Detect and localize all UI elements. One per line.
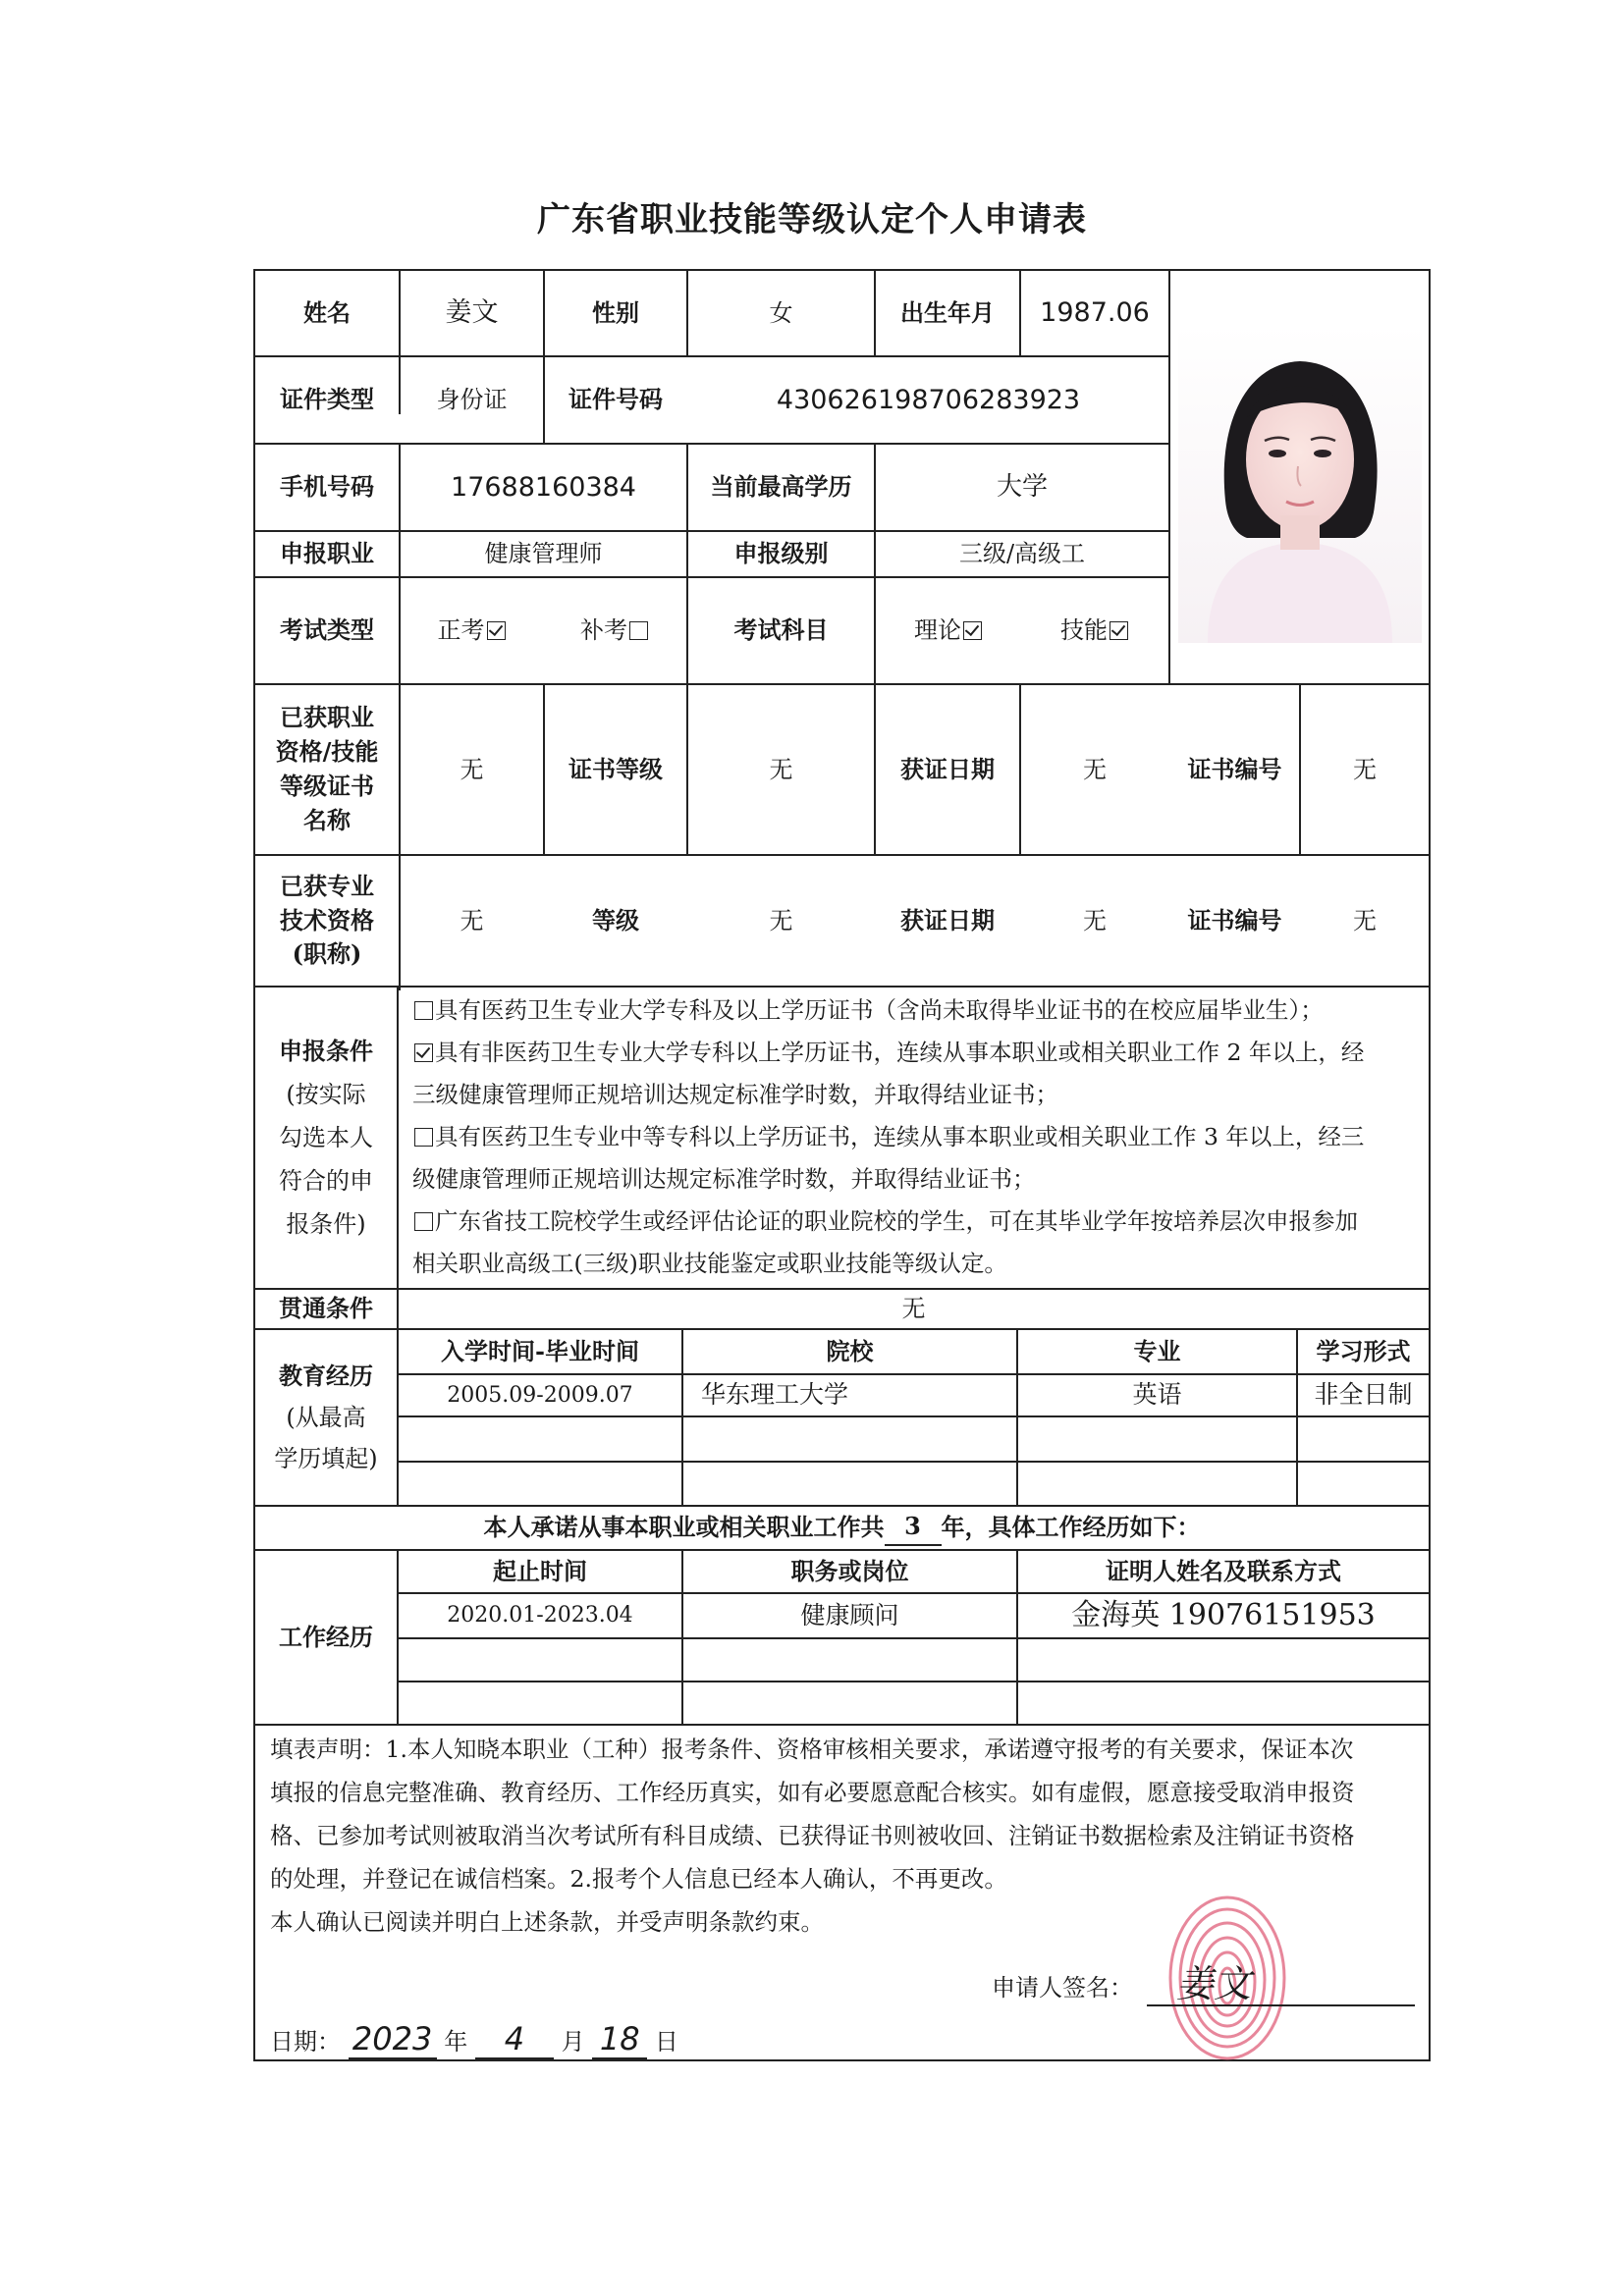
condition-item[interactable] [412,1032,1424,1074]
exam-makeup-option[interactable] [544,578,686,683]
cert-date-value: 无 [1083,755,1107,783]
cert-no-label: 证书编号 [1187,754,1282,783]
vocational-cert-name: 无 [460,755,484,783]
date-day: 18 [592,2020,647,2059]
label-line: 技术资格 [280,905,374,934]
date-label: 日期： [270,2028,341,2056]
level-label: 申报级别 [733,539,829,568]
title-grade-value: 无 [769,906,793,934]
condition-item[interactable] [412,1201,1424,1243]
id-no-value: 430626198706283923 [776,384,1081,415]
occupation-value: 健康管理师 [484,540,603,568]
work-period: 2020.01-2023.04 [447,1603,633,1629]
condition-2-checkbox[interactable] [414,1043,433,1062]
cert-grade-value: 无 [769,755,793,783]
work-position: 健康顾问 [800,1600,899,1629]
condition-4-checkbox[interactable] [414,1212,433,1231]
through-value: 无 [901,1295,926,1323]
exam-regular-label: 正考 [437,616,485,645]
label-line: 符合的申 [279,1167,373,1195]
label-line: 已获职业 [280,703,374,732]
edu-school: 华东理工大学 [701,1380,849,1410]
label-line: (从最高 [286,1404,366,1431]
row-divider [253,986,1431,988]
title-no-label: 证书编号 [1187,905,1282,934]
commitment-suffix: 年，具体工作经历如下： [941,1513,1201,1542]
condition-text: 具有医药卫生专业中等专科以上学历证书，连续从事本职业或相关职业工作 3 年以上，经三 [435,1123,1365,1150]
work-label: 工作经历 [279,1622,373,1651]
exam-type-label: 考试类型 [280,615,374,645]
level-value: 三级/高级工 [958,540,1086,568]
condition-text: 广东省技工院校学生或经评估论证的职业院校的学生，可在其毕业学年按培养层次申报参加 [435,1207,1358,1235]
cert-no-value: 无 [1353,755,1377,783]
label-line: 已获专业 [280,871,374,900]
label-line: 报条件) [286,1210,366,1238]
condition-text: 具有医药卫生专业大学专科及以上学历证书（含尚未取得毕业证书的在校应届毕业生）； [435,996,1324,1024]
condition-text: 级健康管理师正规培训达规定标准学时数，并取得结业证书； [412,1165,1036,1193]
applicant-photo [1178,324,1422,643]
signature-label: 申请人签名： [992,1974,1133,2002]
subject-label: 考试科目 [733,615,829,645]
row-divider [397,1415,1431,1417]
name-label: 姓名 [303,297,351,327]
subject-skill-option[interactable] [1022,578,1168,683]
condition-text: 具有非医药卫生专业大学专科以上学历证书，连续从事本职业或相关职业工作 2 年以上，经 [435,1039,1365,1066]
edu-header-period: 入学时间-毕业时间 [441,1336,639,1365]
row-divider [397,1461,1431,1463]
declaration-line: 本人确认已阅读并明白上述条款，并受声明条款约束。 [270,1908,824,1936]
work-reference: 金海英 19076151953 [1071,1598,1376,1633]
declaration-line: 格、已参加考试则被取消当次考试所有科目成绩、已获得证书则被收回、注销证书数据检索及注销证书资格 [270,1822,1355,1849]
exam-regular-checkbox[interactable] [487,621,506,640]
label-line: (职称) [292,939,362,969]
edu-header-mode: 学习形式 [1316,1336,1411,1365]
label-line: 资格/技能 [275,737,379,767]
declaration-line: 填表声明：1.本人知晓本职业（工种）报考条件、资格审核相关要求，承诺遵守报考的有关要求，保证本次 [270,1735,1354,1763]
work-commitment [255,1507,1429,1549]
commitment-years: 3 [885,1510,942,1546]
subject-theory-checkbox[interactable] [963,621,982,640]
name-value: 姜文 [445,297,499,329]
education-title: 教育经历 [279,1362,373,1390]
condition-item[interactable] [412,1116,1424,1158]
label-line: 学历填起) [274,1445,378,1472]
row-divider [397,1681,1431,1682]
subject-theory-label: 理论 [914,616,961,645]
subject-skill-checkbox[interactable] [1110,621,1128,640]
id-type-value: 身份证 [436,386,508,414]
gender-label: 性别 [592,297,639,327]
month-unit: 月 [561,2028,585,2056]
date-year: 2023 [349,2020,437,2059]
date-row [270,2020,678,2059]
occupation-label: 申报职业 [280,539,374,568]
signature-line[interactable] [1147,1953,1415,2006]
label-line: 名称 [303,805,351,834]
edu-major: 英语 [1132,1380,1182,1410]
edu-mode: 非全日制 [1314,1380,1413,1410]
gender-value: 女 [769,298,793,327]
title-date-label: 获证日期 [900,905,995,934]
year-unit: 年 [444,2028,468,2056]
condition-text: 三级健康管理师正规培训达规定标准学时数，并取得结业证书； [412,1081,1058,1108]
work-header-reference: 证明人姓名及联系方式 [1106,1556,1341,1585]
title-no-value: 无 [1353,906,1377,934]
phone-value: 17688160384 [451,471,636,503]
column-divider [397,986,399,1328]
day-unit: 日 [654,2028,678,2056]
education-level-label: 当前最高学历 [710,472,852,502]
exam-regular-option[interactable] [401,578,544,683]
form-title: 广东省职业技能等级认定个人申请表 [537,200,1087,240]
column-divider [1168,269,1170,683]
edu-period: 2005.09-2009.07 [447,1382,633,1408]
cert-grade-label: 证书等级 [568,754,663,783]
conditions-label [255,988,397,1288]
id-no-label: 证件号码 [568,385,663,414]
cert-date-label: 获证日期 [900,754,995,783]
edu-header-major: 专业 [1133,1336,1181,1365]
applicant-signature: 姜文 [1176,1962,1252,2005]
vocational-cert-label [255,685,399,854]
birth-label: 出生年月 [900,297,995,327]
declaration-line: 填报的信息完整准确、教育经历、工作经历真实，如有必要愿意配合核实。如有虚假，愿意接受取消申报资 [270,1779,1355,1806]
work-header-position: 职务或岗位 [790,1556,909,1585]
title-date-value: 无 [1083,906,1107,934]
professional-title-label [255,856,399,986]
title-grade-label: 等级 [592,905,639,934]
commitment-prefix: 本人承诺从事本职业或相关职业工作共 [483,1513,885,1542]
subject-skill-label: 技能 [1060,616,1108,645]
label-line: 勾选本人 [279,1124,373,1151]
condition-text: 相关职业高级工(三级)职业技能鉴定或职业技能等级认定。 [412,1250,1007,1277]
label-line: 等级证书 [280,772,374,800]
row-divider [397,1637,1431,1639]
declaration-line: 的处理，并登记在诚信档案。2.报考个人信息已经本人确认，不再更改。 [270,1865,1007,1893]
education-label [255,1330,397,1505]
label-line: (按实际 [286,1081,366,1108]
condition-item[interactable] [412,989,1424,1032]
work-header-period: 起止时间 [493,1556,587,1585]
condition-3-checkbox[interactable] [414,1128,433,1147]
exam-makeup-label: 补考 [580,616,627,645]
education-level-value: 大学 [996,471,1048,502]
row-divider [253,1724,1431,1726]
professional-title-name: 无 [460,906,484,934]
conditions-list [412,989,1424,1285]
subject-theory-option[interactable] [876,578,1022,683]
date-month: 4 [475,2020,554,2059]
birth-value: 1987.06 [1040,297,1150,329]
conditions-title: 申报条件 [279,1037,373,1065]
exam-makeup-checkbox[interactable] [629,621,648,640]
through-label: 贯通条件 [279,1294,373,1323]
condition-1-checkbox[interactable] [414,1001,433,1020]
phone-label: 手机号码 [280,472,374,502]
id-type-label: 证件类型 [280,385,374,414]
edu-header-school: 院校 [826,1336,874,1365]
